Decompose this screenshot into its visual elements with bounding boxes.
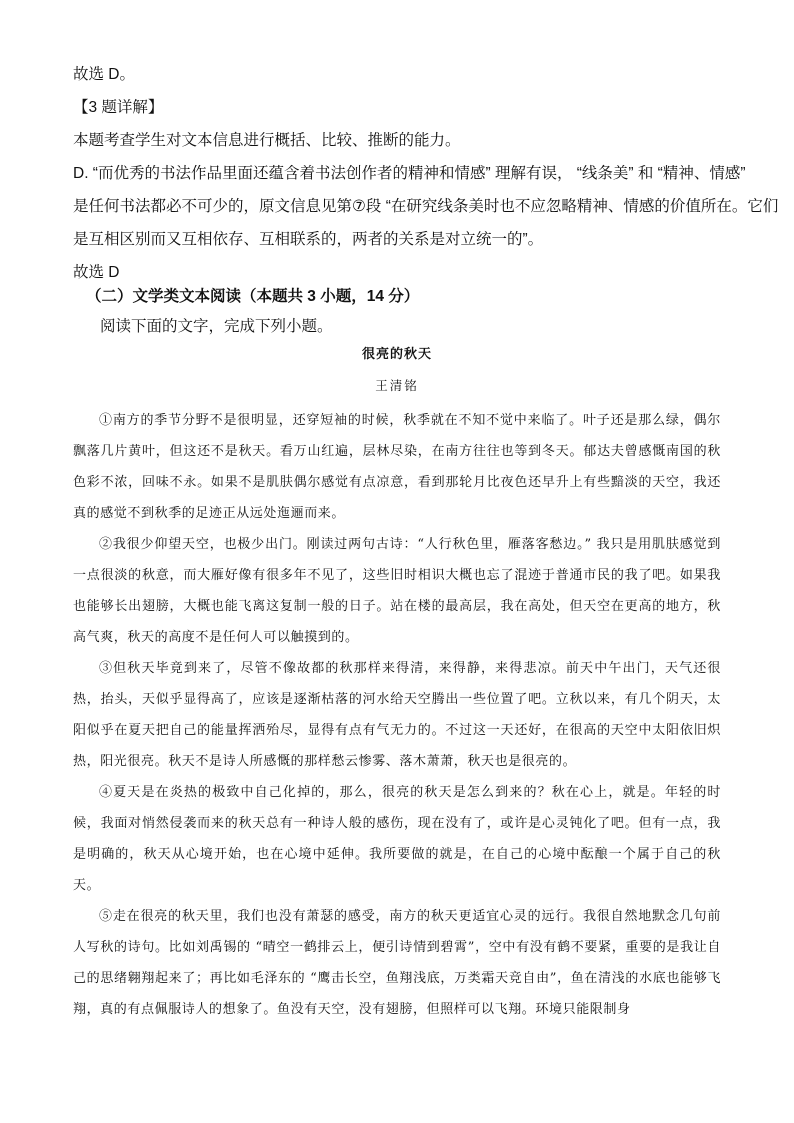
- answer-conclusion-2: 故选 D: [73, 264, 120, 281]
- answer-conclusion-1: 故选 D。: [73, 66, 136, 83]
- section-instruction: 阅读下面的文字，完成下列小题。: [100, 318, 333, 335]
- story-title: 很亮的秋天: [361, 347, 432, 362]
- story-paragraph-2: ②我很少仰望天空，也极少出门。刚读过两句古诗：“人行秋色里，雁落客愁边。” 我只是用肌肤感觉到一点很淡的秋意，而大雁好像有很多年不见了，这些旧时相识大概也忘了混迹于普通市民的我了吧。如果我也能够长出翅膀，大概也能飞离这复制一般的日子。站在楼的最高层，我在高处，但天空在更高的地方，秋高气爽，秋天的高度不是任何人可以触摸到的。: [73, 537, 721, 645]
- question-3-detail-heading: 【3 题详解】: [73, 99, 164, 116]
- story-paragraph-3: ③但秋天毕竟到来了，尽管不像故都的秋那样来得清，来得静，来得悲凉。前天中午出门，天气还很热，抬头，天似乎显得高了，应该是逐渐枯落的河水给天空腾出一些位置了吧。立秋以来，有几个阴天，太阳似乎在夏天把自己的能量挥洒殆尽，显得有点有气无力的。不过这一天还好，在很高的天空中太阳依旧炽热，阳光很亮。秋天不是诗人所感慨的那样愁云惨雾、落木萧萧，秋天也是很亮的。: [73, 661, 721, 769]
- story-author: 王清铭: [375, 378, 419, 393]
- story-paragraph-5: ⑤走在很亮的秋天里，我们也没有萧瑟的感受，南方的秋天更适宜心灵的远行。我很自然地默念几句前人写秋的诗句。比如刘禹锡的 “晴空一鹤排云上，便引诗情到碧霄”，空中有没有鹤不要紧，重要的是我让自己的思绪翱翔起来了；再比如毛泽东的 “鹰击长空，鱼翔浅底，万类霜天竞自由”，鱼在清浅的水底也能够飞翔，真的有点佩服诗人的想象了。鱼没有天空，没有翅膀，但照样可以飞翔。环境只能限制身: [73, 909, 721, 1017]
- explanation-line: 是任何书法都必不可少的，原文信息见第⑦段 “在研究线条美时也不应忽略精神、情感的价值所在。它们: [73, 198, 779, 215]
- story-paragraph-4: ④夏天是在炎热的极致中自己化掉的，那么，很亮的秋天是怎么到来的？秋在心上，就是。年轻的时候，我面对悄然侵袭而来的秋天总有一种诗人般的感伤，现在没有了，或许是心灵钝化了吧。但有一点，我是明确的，秋天从心境开始，也在心境中延伸。我所要做的就是，在自己的心境中酝酿一个属于自己的秋天。: [73, 785, 721, 893]
- explanation-line: 本题考查学生对文本信息进行概括、比较、推断的能力。: [73, 132, 461, 149]
- explanation-line: 是互相区别而又互相依存、互相联系的，两者的关系是对立统一的”。: [73, 231, 544, 248]
- story-paragraph-1: ①南方的季节分野不是很明显，还穿短袖的时候，秋季就在不知不觉中来临了。叶子还是那么绿，偶尔飘落几片黄叶，但这还不是秋天。看万山红遍，层林尽染，在南方往往也等到冬天。郁达夫曾感慨南国的秋色彩不浓，回味不永。如果不是肌肤偶尔感觉有点凉意，看到那轮月比夜色还早升上有些黯淡的天空，我还真的感觉不到秋季的足迹正从远处迤逦而来。: [73, 413, 721, 521]
- explanation-line: D. “而优秀的书法作品里面还蕴含着书法创作者的精神和情感” 理解有误， “线条美” 和 “精神、情感”: [73, 165, 746, 182]
- section-heading: （二）文学类文本阅读（本题共 3 小题，14 分）: [86, 288, 420, 305]
